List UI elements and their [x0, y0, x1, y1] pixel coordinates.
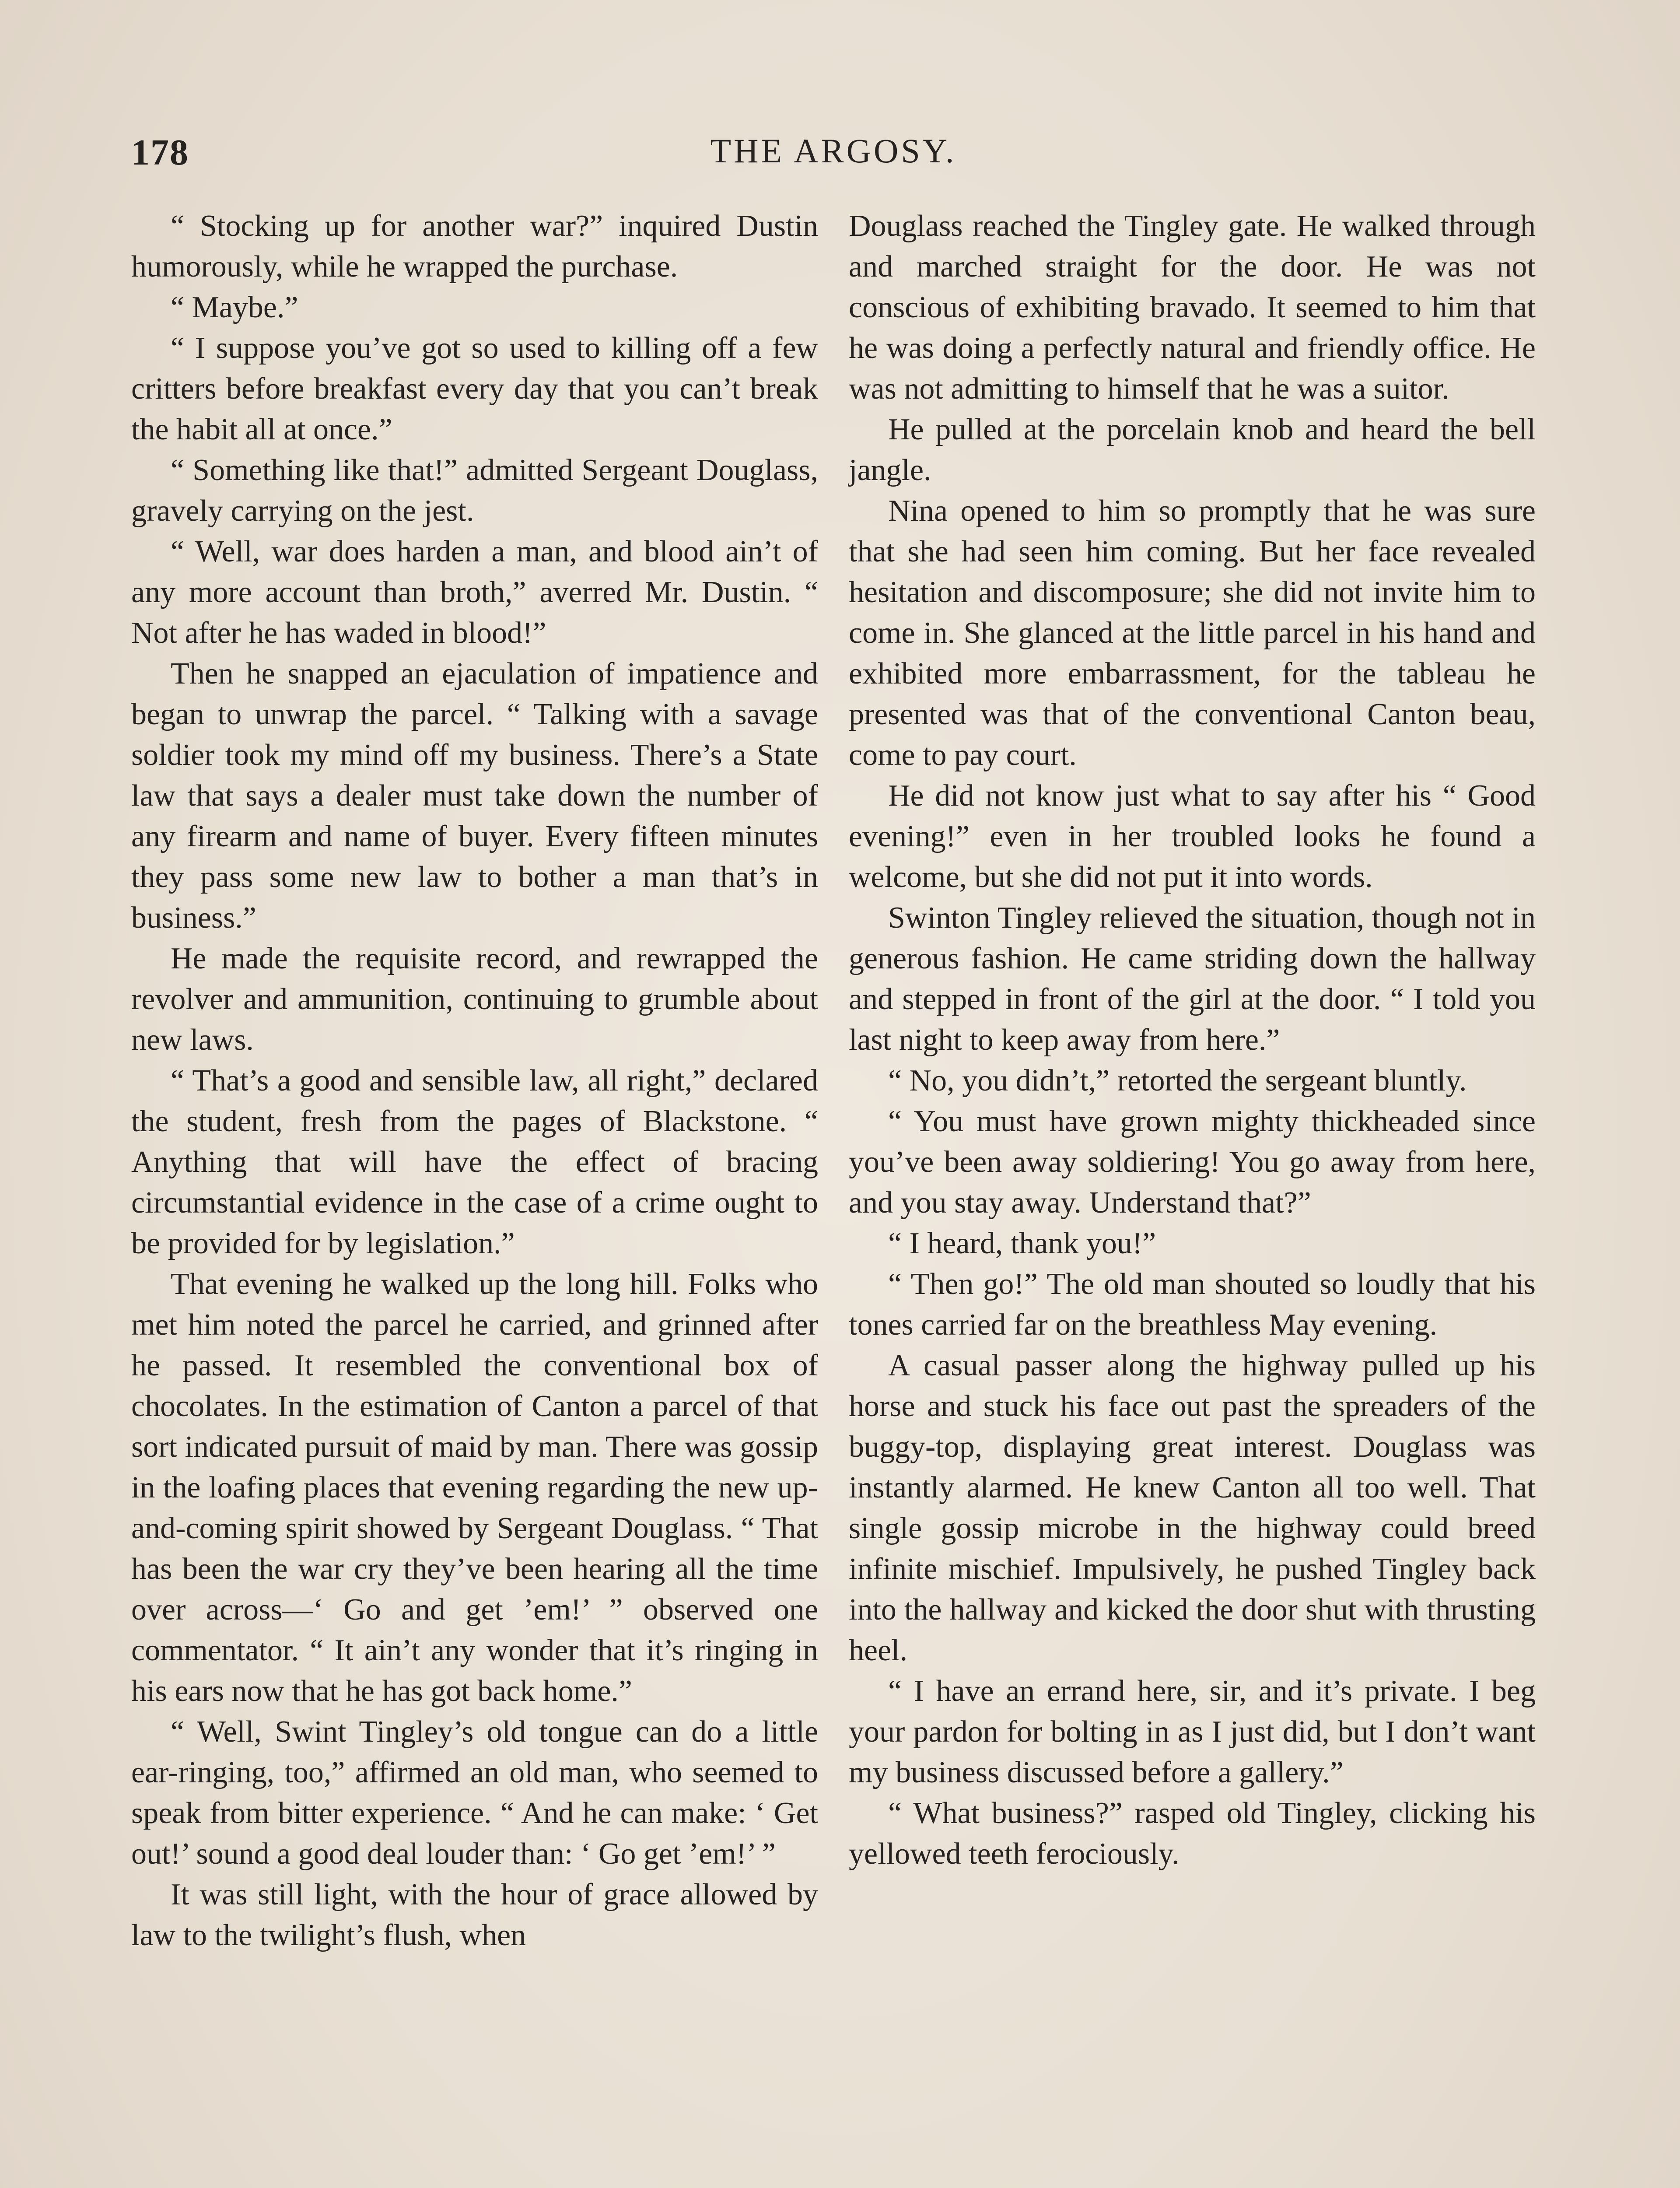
paragraph: Douglass reached the Tingley gate. He walked through and marched straight for the door. He was not conscious of exhibiting bravado. It seemed to him that he was doing a perfectly natural and friendly office. He was not admitting to himself that he was a suitor. [849, 209, 1536, 406]
page-header [131, 131, 1536, 179]
paragraph: “ Stocking up for another war?” inquired Dustin humorously, while he wrapped the purchase. [131, 209, 818, 284]
paragraph: “ What business?” rasped old Tingley, clicking his yellowed teeth ferociously. [849, 1796, 1536, 1871]
paragraph: A casual passer along the highway pulled up his horse and stuck his face out past the spreaders of the buggy-top, displaying great interest. Douglass was instantly alarmed. He knew Canton all too well. That single gossip microbe in the highway could breed infinite mischief. Impulsively, he pushed Tingley back into the hallway and kicked the door shut with thrusting heel. [849, 1349, 1536, 1667]
paragraph: Swinton Tingley relieved the situation, though not in generous fashion. He came striding down the hallway and stepped in front of the girl at the door. “ I told you last night to keep away from here.” [849, 901, 1536, 1057]
paragraph: “ I heard, thank you!” [888, 1227, 1156, 1260]
running-head: THE ARGOSY. [710, 132, 957, 170]
paragraph: Nina opened to him so promptly that he was sure that she had seen him coming. But her face revealed hesitation and discomposure; she did not invite him to come in. She glanced at the little parcel in his hand and exhibited more embarrassment, for the tableau he presented was that of the conventional Canton beau, come to pay court. [849, 494, 1536, 772]
paragraph: “ Then go!” The old man shouted so loudly that his tones carried far on the breathless May evening. [849, 1267, 1536, 1342]
paragraph: “ I have an errand here, sir, and it’s private. I beg your pardon for bolting in as I just did, but I don’t want my business discussed before a gallery.” [849, 1674, 1536, 1789]
paragraph: “ I suppose you’ve got so used to killing off a few critters before breakfast every day that you can’t break the habit all at once.” [131, 331, 818, 446]
text-columns [131, 206, 1536, 2188]
paragraph: Then he snapped an ejaculation of impatience and began to unwrap the parcel. “ Talking with a savage soldier took my mind off my business. There’s a State law that says a dealer must take down the number of any firearm and name of buyer. Every fifteen minutes they pass some new law to bother a man that’s in business.” [131, 657, 818, 935]
paragraph: “ Well, Swint Tingley’s old tongue can do a little ear-ringing, too,” affirmed an old man, who seemed to speak from bitter experience. “ And he can make: ‘ Get out!’ sound a good deal louder than: ‘ Go get ’em!’ ” [131, 1715, 818, 1871]
right-column [849, 206, 1536, 2188]
paragraph: “ Something like that!” admitted Sergeant Douglass, gravely carrying on the jest. [131, 453, 818, 528]
paragraph: “ Maybe.” [171, 291, 298, 324]
page-number: 178 [131, 132, 189, 173]
paragraph: “ You must have grown mighty thickheaded since you’ve been away soldiering! You go away from here, and you stay away. Understand that?” [849, 1105, 1536, 1220]
paragraph: That evening he walked up the long hill. Folks who met him noted the parcel he carried, and grinned after he passed. It resembled the conventional box of chocolates. In the estimation of Canton a parcel of that sort indicated pursuit of maid by man. There was gossip in the loafing places that evening regarding the new up-and-coming spirit showed by Sergeant Douglass. “ That has been the war cry they’ve been hearing all the time over across—‘ Go and get ’em!’ ” observed one commentator. “ It ain’t any wonder that it’s ringing in his ears now that he has got back home.” [131, 1267, 818, 1708]
paragraph: He pulled at the porcelain knob and heard the bell jangle. [849, 413, 1536, 487]
paragraph: He made the requisite record, and rewrapped the revolver and ammunition, continuing to grumble about new laws. [131, 942, 818, 1057]
paragraph: “ No, you didn’t,” retorted the sergeant bluntly. [888, 1064, 1467, 1098]
paragraph: It was still light, with the hour of grace allowed by law to the twilight’s flush, when [131, 1878, 818, 1952]
paragraph: “ That’s a good and sensible law, all right,” declared the student, fresh from the pages of Blackstone. “ Anything that will have the effect of bracing circumstantial evidence in the case of a crime ought to be provided for by legislation.” [131, 1064, 818, 1260]
paragraph: “ Well, war does harden a man, and blood ain’t of any more account than broth,” averred Mr. Dustin. “ Not after he has waded in blood!” [131, 535, 818, 650]
left-column [131, 206, 818, 2188]
paragraph: He did not know just what to say after his “ Good evening!” even in her troubled looks he found a welcome, but she did not put it into words. [849, 779, 1536, 894]
